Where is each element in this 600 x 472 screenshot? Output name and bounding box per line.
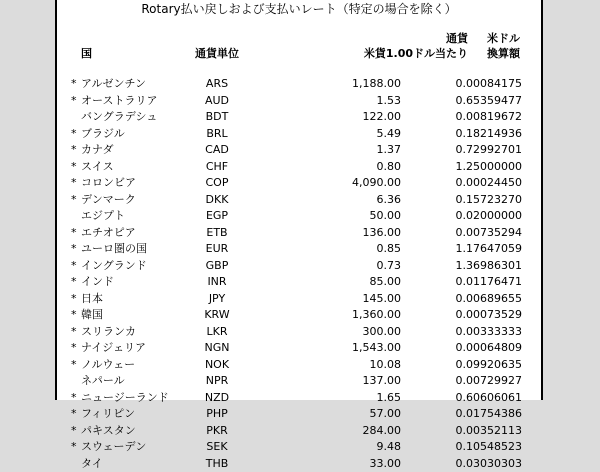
table-row [57, 291, 541, 307]
row-usd-equivalent: 0.00064809 [455, 341, 522, 354]
row-usd-equivalent: 0.00735294 [455, 225, 522, 239]
row-country: ネパール [81, 374, 125, 387]
row-asterisk: * [71, 77, 77, 90]
table-row [57, 76, 541, 92]
row-asterisk: * [71, 440, 77, 453]
row-currency-code: NZD [204, 390, 230, 404]
row-currency-code: NPR [205, 374, 229, 387]
row-currency-code: BDT [205, 110, 229, 123]
header-currency-unit: 通貨単位 [195, 47, 239, 60]
row-usd-equivalent: 0.03030303 [455, 456, 522, 470]
row-units-per-usd: 137.00 [362, 374, 401, 387]
row-usd-equivalent: 0.10548523 [455, 440, 522, 453]
row-currency-code: DKK [205, 192, 229, 206]
row-currency-code: COP [205, 176, 229, 189]
row-units-per-usd: 50.00 [369, 209, 401, 222]
row-units-per-usd: 0.85 [376, 242, 401, 255]
row-currency-code: ARS [205, 77, 229, 90]
row-asterisk: * [71, 159, 77, 173]
row-asterisk: * [71, 308, 77, 321]
row-usd-equivalent: 0.01176471 [455, 275, 522, 288]
row-country: コロンビア [81, 176, 136, 189]
row-currency-code: CAD [205, 143, 229, 156]
row-currency-code: SEK [206, 440, 228, 453]
header-usd-line2: 換算額 [487, 47, 520, 60]
row-asterisk: * [71, 357, 77, 371]
header-currency-line1: 通貨 [446, 32, 468, 45]
row-usd-equivalent: 0.00819672 [455, 110, 522, 123]
row-currency-code: ETB [206, 225, 228, 239]
row-country: オーストラリア [81, 93, 158, 107]
row-units-per-usd: 145.00 [362, 291, 401, 305]
row-asterisk: * [71, 242, 77, 255]
table-row [57, 324, 541, 340]
row-currency-code: THB [205, 456, 229, 470]
row-usd-equivalent: 0.65359477 [455, 93, 522, 107]
row-asterisk: * [71, 258, 77, 272]
row-country: ニュージーランド [81, 390, 169, 404]
table-row [57, 274, 541, 290]
row-asterisk: * [71, 341, 77, 354]
row-country: エチオピア [81, 225, 136, 239]
table-row [57, 439, 541, 455]
row-country: カナダ [81, 143, 114, 156]
row-usd-equivalent: 0.00084175 [455, 77, 522, 90]
row-usd-equivalent: 0.02000000 [455, 209, 522, 222]
row-currency-code: PKR [206, 423, 228, 437]
row-units-per-usd: 1.53 [376, 93, 401, 107]
row-usd-equivalent: 0.00729927 [455, 374, 522, 387]
table-row [57, 192, 541, 208]
row-country: ユーロ圏の国 [81, 242, 147, 255]
row-country: スウェーデン [81, 440, 147, 453]
row-units-per-usd: 1.65 [376, 390, 401, 404]
row-asterisk: * [71, 423, 77, 437]
table-row [57, 307, 541, 323]
row-units-per-usd: 1,188.00 [352, 77, 401, 90]
row-currency-code: EGP [205, 209, 229, 222]
row-usd-equivalent: 0.60606061 [455, 390, 522, 404]
row-country: ノルウェー [81, 357, 136, 371]
row-country: パキスタン [81, 423, 136, 437]
row-usd-equivalent: 0.00333333 [455, 324, 522, 338]
row-asterisk: * [71, 176, 77, 189]
row-country: エジプト [81, 209, 125, 222]
row-asterisk: * [71, 407, 77, 420]
row-usd-equivalent: 1.25000000 [455, 159, 522, 173]
table-row [57, 126, 541, 142]
row-units-per-usd: 4,090.00 [352, 176, 401, 189]
row-asterisk: * [71, 291, 77, 305]
row-units-per-usd: 136.00 [362, 225, 401, 239]
table-row [57, 373, 541, 389]
row-asterisk: * [71, 192, 77, 206]
table-row [57, 406, 541, 422]
row-country: ブラジル [81, 126, 125, 140]
row-asterisk: * [71, 390, 77, 404]
header-usd-line1: 米ドル [487, 32, 520, 45]
row-currency-code: JPY [208, 291, 226, 305]
row-units-per-usd: 33.00 [369, 456, 401, 470]
row-units-per-usd: 0.80 [376, 159, 401, 173]
row-currency-code: LKR [206, 324, 228, 338]
table-row [57, 109, 541, 125]
row-currency-code: NOK [204, 357, 230, 371]
row-currency-code: AUD [204, 93, 230, 107]
row-units-per-usd: 0.73 [376, 258, 401, 272]
row-country: ナイジェリア [81, 341, 147, 354]
table-row [57, 142, 541, 158]
row-country: デンマーク [81, 192, 136, 206]
row-asterisk: * [71, 126, 77, 140]
row-country: 日本 [81, 291, 103, 305]
row-units-per-usd: 300.00 [362, 324, 401, 338]
rate-sheet [55, 0, 543, 470]
row-usd-equivalent: 0.00689655 [455, 291, 522, 305]
row-currency-code: INR [207, 275, 227, 288]
row-usd-equivalent: 1.17647059 [455, 242, 522, 255]
document-title: Rotary払い戻しおよび支払いレート（特定の場合を除く） [141, 2, 457, 16]
row-country: 韓国 [81, 308, 103, 321]
table-row [57, 357, 541, 373]
row-units-per-usd: 10.08 [369, 357, 401, 371]
row-country: フィリピン [81, 407, 136, 420]
row-units-per-usd: 6.36 [376, 192, 401, 206]
row-usd-equivalent: 0.00073529 [455, 308, 522, 321]
table-row [57, 258, 541, 274]
table-row [57, 225, 541, 241]
row-currency-code: PHP [206, 407, 228, 420]
row-currency-code: GBP [205, 258, 229, 272]
row-usd-equivalent: 0.15723270 [455, 192, 522, 206]
table-row [57, 159, 541, 175]
row-asterisk: * [71, 324, 77, 338]
row-units-per-usd: 1,360.00 [352, 308, 401, 321]
row-units-per-usd: 85.00 [369, 275, 401, 288]
row-usd-equivalent: 0.18214936 [455, 126, 522, 140]
table-row [57, 390, 541, 406]
row-country: スリランカ [81, 324, 136, 338]
table-row [57, 93, 541, 109]
row-asterisk: * [71, 275, 77, 288]
table-row [57, 241, 541, 257]
row-asterisk: * [71, 93, 77, 107]
row-currency-code: NGN [204, 341, 230, 354]
row-country: タイ [81, 456, 103, 470]
header-currency-line2: 米貨1.00ドル当たり [363, 47, 468, 60]
row-units-per-usd: 284.00 [362, 423, 401, 437]
table-row [57, 423, 541, 439]
row-country: バングラデシュ [81, 110, 158, 123]
row-usd-equivalent: 0.01754386 [455, 407, 522, 420]
table-row [57, 208, 541, 224]
row-asterisk: * [71, 225, 77, 239]
row-currency-code: BRL [206, 126, 228, 140]
row-asterisk: * [71, 143, 77, 156]
row-units-per-usd: 122.00 [362, 110, 401, 123]
table-row [57, 175, 541, 191]
row-usd-equivalent: 1.36986301 [455, 258, 522, 272]
row-usd-equivalent: 0.00352113 [455, 423, 522, 437]
row-usd-equivalent: 0.09920635 [455, 357, 522, 371]
row-units-per-usd: 5.49 [376, 126, 401, 140]
row-currency-code: EUR [205, 242, 229, 255]
row-country: インド [81, 275, 114, 288]
row-country: アルゼンチン [81, 77, 147, 90]
row-units-per-usd: 9.48 [376, 440, 401, 453]
row-units-per-usd: 1,543.00 [352, 341, 401, 354]
row-units-per-usd: 57.00 [369, 407, 401, 420]
row-usd-equivalent: 0.72992701 [455, 143, 522, 156]
header-country: 国 [81, 47, 92, 60]
row-currency-code: KRW [204, 308, 230, 321]
row-country: スイス [81, 159, 114, 173]
row-usd-equivalent: 0.00024450 [455, 176, 522, 189]
row-currency-code: CHF [205, 159, 229, 173]
row-units-per-usd: 1.37 [376, 143, 401, 156]
row-country: イングランド [81, 258, 147, 272]
table-row [57, 456, 541, 472]
table-row [57, 340, 541, 356]
